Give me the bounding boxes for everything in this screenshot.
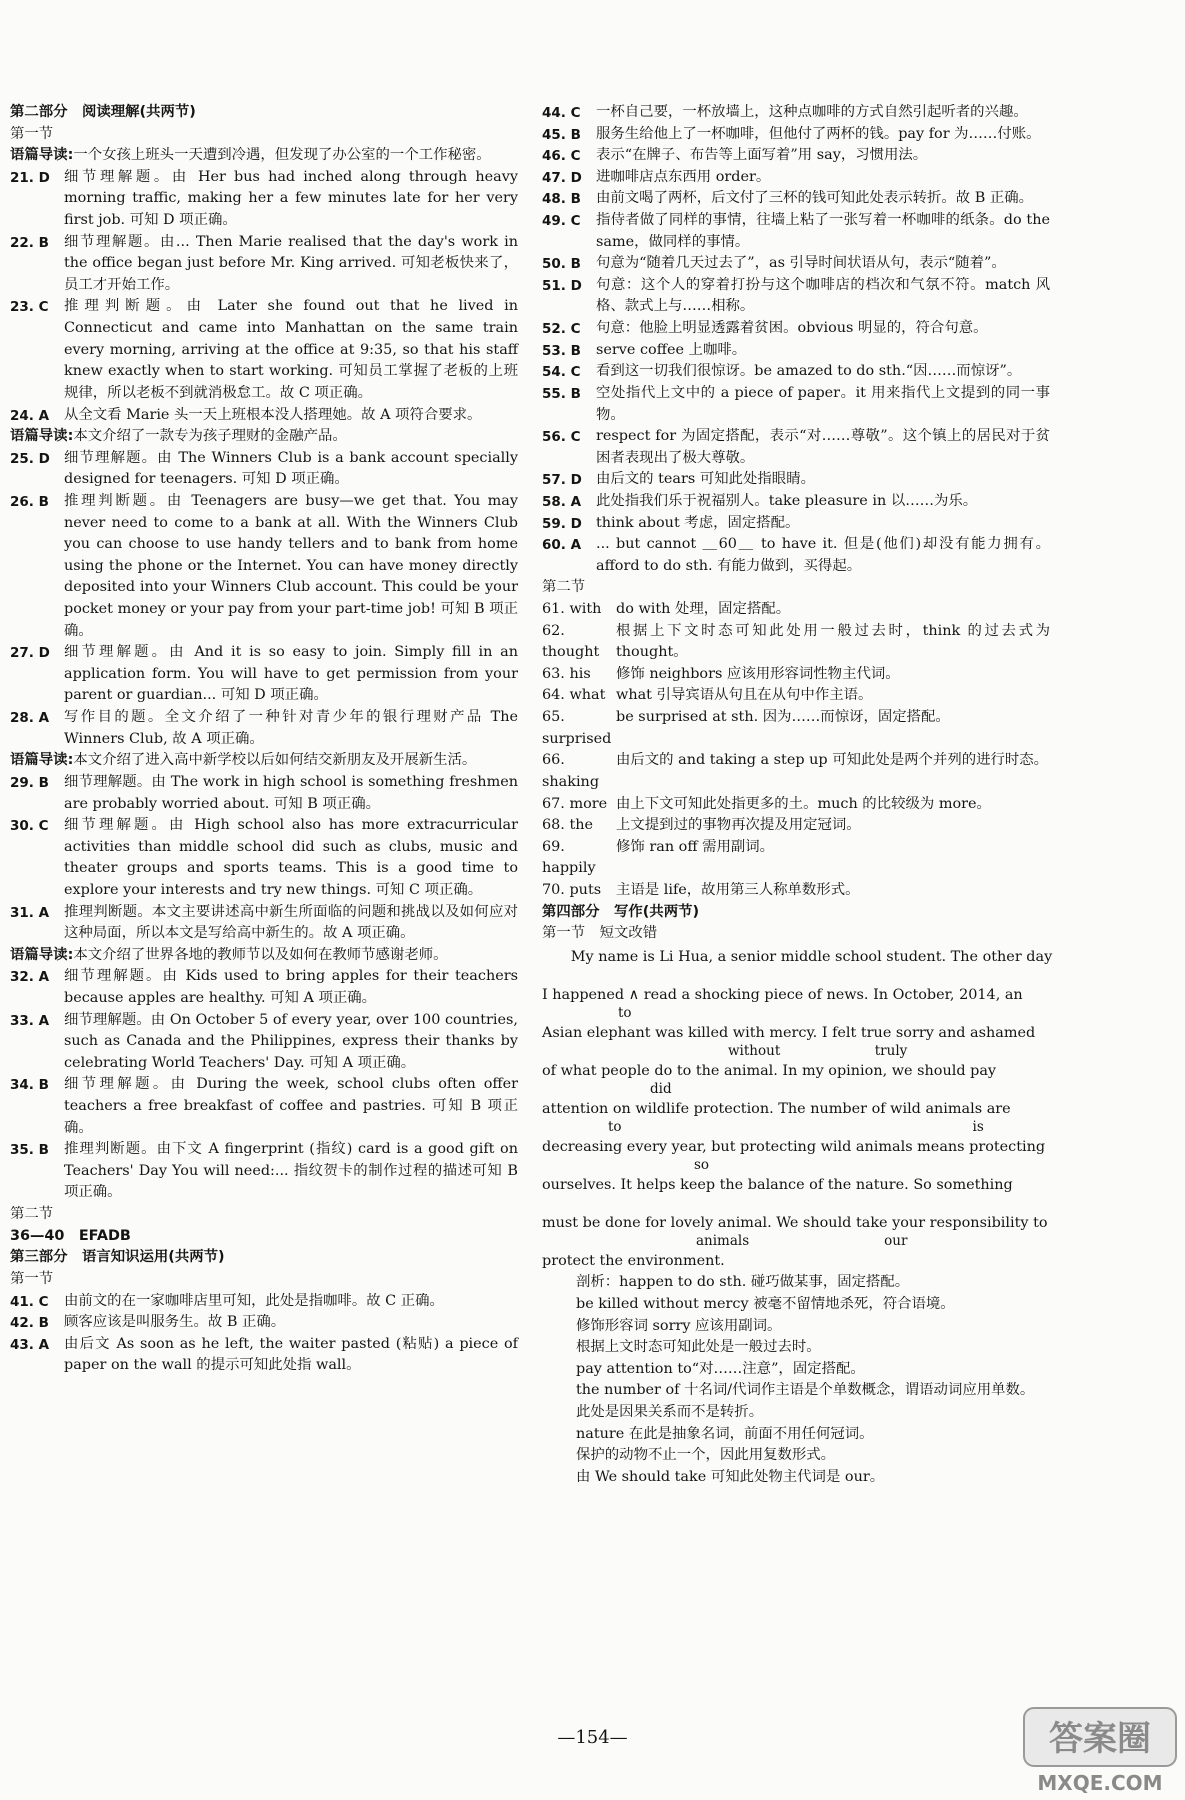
answer-explanation: 推理判断题。本文主要讲述高中新生所面临的问题和挑战以及如何应对这种局面，所以本文是写给高中新生的。故 A 项正确。 <box>64 903 518 942</box>
answer-item <box>542 707 1050 750</box>
answer-explanation: 细节理解题。由 And it is so easy to join. Simply fill in an application form. You will have to get permission from your parent or guardian... 可知 D 项正确。 <box>64 644 518 704</box>
answer-explanation: 看到这一切我们很惊讶。be amazed to do sth.“因……而惊讶”。 <box>596 363 1022 380</box>
answer-explanation: 细节理解题。由 On October 5 of every year, over 100 countries, such as Canada and the Philippines, express their thanks by celebrating World Teachers' Day. 可知 A 项正确。 <box>64 1011 518 1071</box>
essay-correction: without truly <box>728 1042 908 1059</box>
answer-number: 35. B <box>10 1142 49 1159</box>
answer-item <box>542 664 1050 686</box>
subsection-heading: 第一节 <box>10 1270 54 1287</box>
answer-number: 30. C <box>10 818 49 835</box>
answer-explanation: 推理判断题。由下文 A fingerprint (指纹) card is a good gift on Teachers' Day You will need:... 指纹贺卡的制作过程的描述可知 B 项正确。 <box>64 1141 518 1201</box>
answer-item <box>542 361 1050 383</box>
answer-item <box>10 902 518 945</box>
analysis-line: pay attention to“对……注意”，固定搭配。 <box>576 1360 865 1377</box>
answer-item <box>542 750 1050 793</box>
essay-line <box>542 1175 1050 1213</box>
answer-explanation: 此处指我们乐于祝福别人。take pleasure in 以……为乐。 <box>596 492 978 509</box>
essay-line-text: My name is Li Hua, a senior middle school student. The other day <box>542 948 1053 965</box>
answer-number: 28. A <box>10 710 50 727</box>
analysis-line: 根据上文时态可知此处是一般过去时。 <box>576 1339 821 1356</box>
answer-item <box>542 210 1050 253</box>
answer-number: 23. C <box>10 299 49 316</box>
answer-explanation: 句意：他脸上明显透露着贫困。obvious 明显的，符合句意。 <box>596 320 988 337</box>
answer-item <box>542 837 1050 880</box>
answer-number: 34. B <box>10 1077 49 1094</box>
analysis-line: nature 在此是抽象名词，前面不用任何冠词。 <box>576 1425 874 1442</box>
answer-item <box>542 621 1050 664</box>
answer-number: 49. C <box>542 213 581 230</box>
answer-key-row: 36—40 EFADB <box>10 1227 131 1244</box>
answer-item <box>10 405 518 427</box>
answer-item <box>10 1010 518 1075</box>
answer-number: 60. A <box>542 537 582 554</box>
essay-correction: to is <box>608 1118 984 1135</box>
answer-number: 41. C <box>10 1293 49 1310</box>
answer-number: 42. B <box>10 1315 49 1332</box>
answer-number: 63. his <box>542 665 591 682</box>
answer-number: 51. D <box>542 277 582 294</box>
answer-explanation: be surprised at sth. 因为……而惊讶，固定搭配。 <box>616 709 950 726</box>
answer-item <box>10 815 518 901</box>
section-heading: 第四部分 写作(共两节) <box>542 903 700 920</box>
subsection-heading: 第一节 短文改错 <box>542 925 658 942</box>
passage-guide <box>10 426 518 448</box>
answer-item <box>542 383 1050 426</box>
answer-item <box>10 296 518 404</box>
answer-explanation: 顾客应该是叫服务生。故 B 正确。 <box>64 1314 286 1331</box>
page-number: —154— <box>557 1727 628 1748</box>
analysis-line: be killed without mercy 被毫不留情地杀死，符合语境。 <box>576 1295 955 1312</box>
answer-explanation: 写作目的题。全文介绍了一种针对青少年的银行理财产品 The Winners Club, 故 A 项正确。 <box>64 709 518 747</box>
answer-item <box>10 232 518 297</box>
answer-item <box>542 275 1050 318</box>
analysis-line: 此处是因果关系而不是转折。 <box>576 1404 764 1421</box>
answer-number: 67. more <box>542 795 608 812</box>
answer-item <box>10 772 518 815</box>
essay-line-text: must be done for lovely animal. We should take your responsibility to <box>542 1214 1048 1231</box>
answer-number: 58. A <box>542 493 582 510</box>
answer-explanation: 由前文的在一家咖啡店里可知，此处是指咖啡。故 C 正确。 <box>64 1292 444 1309</box>
answer-explanation: 细节理解题。由... Then Marie realised that the day's work in the office began just before Mr. King arrived. 可知老板快来了，员工才开始工作。 <box>64 233 518 293</box>
answer-number: 24. A <box>10 407 50 424</box>
answer-item <box>542 102 1050 124</box>
answer-item <box>542 318 1050 340</box>
answer-explanation: 修饰 ran off 需用副词。 <box>616 838 775 855</box>
answer-number: 50. B <box>542 256 581 273</box>
answer-explanation: 由上下文可知此处指更多的土。much 的比较级为 more。 <box>616 795 991 812</box>
answer-item <box>10 1139 518 1204</box>
watermark-text-1: 答案圈 <box>1049 1719 1151 1759</box>
answer-explanation: 主语是 life，故用第三人称单数形式。 <box>616 881 860 898</box>
answer-number: 62. thought <box>542 622 600 661</box>
answer-item <box>10 1291 518 1313</box>
essay-line-text: ourselves. It helps keep the balance of the nature. So something <box>542 1176 1013 1193</box>
section-heading: 第三部分 语言知识运用(共两节) <box>10 1249 225 1266</box>
answer-explanation: what 引导宾语从句且在从句中作主语。 <box>616 687 873 704</box>
answer-item <box>10 966 518 1009</box>
answer-explanation: respect for 为固定搭配，表示“对……尊敬”。这个镇上的居民对于贫困者表现出了极大尊敬。 <box>596 428 1050 466</box>
answer-explanation: do with 处理，固定搭配。 <box>616 601 791 618</box>
passage-guide-text: 本文介绍了世界各地的教师节以及如何在教师节感谢老师。 <box>73 946 448 963</box>
answer-number: 26. B <box>10 493 49 510</box>
answer-explanation: 进咖啡店点东西用 order。 <box>596 168 771 185</box>
answer-item <box>10 491 518 642</box>
answer-number: 22. B <box>10 234 49 251</box>
answer-item <box>542 513 1050 535</box>
answer-number: 25. D <box>10 450 50 467</box>
answer-item <box>542 167 1050 189</box>
answer-explanation: 一杯自己要，一杯放墙上，这种点咖啡的方式自然引起听者的兴趣。 <box>596 104 1028 120</box>
answer-explanation: serve coffee 上咖啡。 <box>596 341 747 358</box>
answer-number: 65. surprised <box>542 709 612 747</box>
answer-explanation: 从全文看 Marie 头一天上班根本没人搭理她。故 A 项符合要求。 <box>64 406 482 423</box>
answer-explanation: 表示“在牌子、布告等上面写着”用 say，习惯用法。 <box>596 147 928 164</box>
essay-line-text: decreasing every year, but protecting wild animals means protecting <box>542 1138 1046 1155</box>
answer-number: 31. A <box>10 904 50 921</box>
answer-item <box>542 491 1050 513</box>
answer-number: 44. C <box>542 105 581 121</box>
answer-item <box>542 815 1050 837</box>
answer-explanation: 由后文的 and taking a step up 可知此处是两个并列的进行时态。 <box>616 752 1049 769</box>
answer-number: 48. B <box>542 191 581 208</box>
answer-explanation: 细节理解题。由 During the week, school clubs often offer teachers a free breakfast of coffee and pastries. 可知 B 项正确。 <box>64 1076 518 1136</box>
answer-item <box>542 188 1050 210</box>
passage-guide-text: 一个女孩上班头一天遭到冷遇，但发现了办公室的一个工作秘密。 <box>73 147 491 164</box>
answer-number: 33. A <box>10 1012 50 1029</box>
answer-explanation: think about 考虑，固定搭配。 <box>596 514 800 531</box>
answer-item <box>10 1334 518 1377</box>
answer-explanation: 句意为“随着几天过去了”，as 引导时间状语从句，表示“随着”。 <box>596 255 1006 272</box>
essay-line-text: protect the environment. <box>542 1252 725 1269</box>
essay-line-text: attention on wildlife protection. The number of wild animals are <box>542 1100 1011 1117</box>
answer-explanation: 指侍者做了同样的事情，往墙上粘了一张写着一杯咖啡的纸条。do the same，做同样的事情。 <box>596 212 1050 250</box>
answer-item <box>10 1074 518 1139</box>
passage-guide-text: 本文介绍了进入高中新学校以后如何结交新朋友及开展新生活。 <box>73 752 477 769</box>
answer-item <box>542 880 1050 902</box>
essay-line <box>542 1099 1050 1137</box>
answer-item <box>10 448 518 491</box>
answer-item <box>542 340 1050 362</box>
subsection-heading: 第二节 <box>542 579 586 596</box>
answer-number: 64. what <box>542 687 606 704</box>
passage-guide-label: 语篇导读: <box>10 752 74 769</box>
answer-number: 66. shaking <box>542 752 600 790</box>
answer-item <box>542 253 1050 275</box>
answer-item <box>542 469 1050 491</box>
answer-item <box>542 426 1050 469</box>
answer-number: 53. B <box>542 342 581 359</box>
analysis-line: 由 We should take 可知此处物主代词是 our。 <box>576 1468 885 1485</box>
answer-explanation: 细节理解题。由 Kids used to bring apples for their teachers because apples are healthy. 可知 A 项正确。 <box>64 968 518 1006</box>
answer-explanation: 细节理解题。由 High school also has more extracurricular activities than middle school did such as clubs, music and theater groups and sports teams. This is a good time to explore your interests and try new things. 可知 C 项正确。 <box>64 817 518 898</box>
answer-number: 68. the <box>542 817 594 834</box>
passage-guide-text: 本文介绍了一款专为孩子理财的金融产品。 <box>73 428 347 445</box>
passage-guide-label: 语篇导读: <box>10 946 74 963</box>
essay-correction: so <box>694 1156 710 1173</box>
answer-explanation: 根据上下文时态可知此处用一般过去时，think 的过去式为 thought。 <box>616 622 1050 661</box>
answer-number: 47. D <box>542 169 582 186</box>
essay-correction: animals our <box>696 1232 908 1249</box>
answer-item <box>10 642 518 707</box>
answer-number: 59. D <box>542 515 582 532</box>
essay-line <box>542 985 1050 1023</box>
analysis-line: 保护的动物不止一个，因此用复数形式。 <box>576 1447 836 1464</box>
answer-number: 54. C <box>542 364 581 381</box>
answer-number: 56. C <box>542 429 581 446</box>
answer-item <box>10 707 518 750</box>
answer-item <box>542 794 1050 816</box>
passage-guide <box>10 750 518 772</box>
analysis-line: the number of 十名词/代词作主语是个单数概念，谓语动词应用单数。 <box>576 1382 1035 1399</box>
answer-item <box>542 534 1050 577</box>
right-column <box>542 102 1053 1488</box>
passage-guide-label: 语篇导读: <box>10 147 74 164</box>
answer-number: 43. A <box>10 1336 50 1353</box>
answer-number: 29. B <box>10 774 49 791</box>
answer-explanation: 细节理解题。由 The Winners Club is a bank account specially designed for teenagers. 可知 D 项正确。 <box>64 449 518 488</box>
essay-correction: did <box>650 1080 672 1097</box>
essay-line <box>542 1023 1050 1061</box>
subsection-heading: 第二节 <box>10 1206 54 1223</box>
answer-number: 21. D <box>10 169 50 186</box>
answer-item <box>542 685 1050 707</box>
essay-correction: to <box>618 1004 632 1021</box>
error-correction-essay <box>542 947 1053 1273</box>
answer-number: 55. B <box>542 385 581 402</box>
answer-explanation: 推理判断题。由 Teenagers are busy—we get that. You may never need to come to a bank at all. With the Winners Club you can choose to use handy tellers and to bank from home using the phone or the Internet. You can have money directly deposited into your Winners Club account. This could be your pocket money or your pay from your part-time job! 可知 B 项正确。 <box>64 492 518 639</box>
answer-item <box>542 145 1050 167</box>
answer-number: 70. puts <box>542 881 602 898</box>
passage-guide <box>10 145 518 167</box>
essay-line-text: of what people do to the animal. In my opinion, we should pay <box>542 1062 997 1079</box>
answer-item <box>10 1312 518 1334</box>
subsection-heading: 第一节 <box>10 125 54 142</box>
essay-line <box>542 1137 1050 1175</box>
answer-explanation: 服务生给他上了一杯咖啡，但他付了两杯的钱。pay for 为……付账。 <box>596 125 1041 142</box>
answer-number: 45. B <box>542 126 581 143</box>
analysis-line: 修饰形容词 sorry 应该用副词。 <box>576 1317 782 1334</box>
answer-number: 32. A <box>10 969 50 986</box>
essay-line <box>542 1061 1050 1099</box>
answer-explanation: 由后文的 tears 可知此处指眼睛。 <box>596 471 815 488</box>
analysis-line: 剖析：happen to do sth. 碰巧做某事，固定搭配。 <box>576 1274 910 1291</box>
answer-number: 69. happily <box>542 838 596 877</box>
answer-explanation: 空处指代上文中的 a piece of paper。it 用来指代上文提到的同一事物。 <box>596 384 1050 423</box>
watermark-text-2: MXQE.COM <box>1037 1771 1163 1795</box>
passage-guide-label: 语篇导读: <box>10 428 74 445</box>
answer-item <box>10 167 518 232</box>
correction-analysis <box>542 1272 1050 1488</box>
essay-line-text: I happened ∧ read a shocking piece of news. In October, 2014, an <box>542 986 1023 1003</box>
answer-explanation: 上文提到过的事物再次提及用定冠词。 <box>616 817 861 834</box>
answer-explanation: 句意：这个人的穿着打扮与这个咖啡店的档次和气氛不符。match 风格、款式上与……相称。 <box>596 276 1050 315</box>
answer-explanation: 由后文 As soon as he left, the waiter pasted (粘贴) a piece of paper on the wall 的提示可知此处指 wall。 <box>64 1335 518 1374</box>
essay-line <box>542 1213 1050 1251</box>
essay-line <box>542 947 1053 985</box>
section-heading: 第二部分 阅读理解(共两节) <box>10 104 196 120</box>
answer-number: 57. D <box>542 472 582 489</box>
passage-guide <box>10 945 518 967</box>
watermark-logo <box>1020 1702 1180 1798</box>
answer-explanation: 细节理解题。由 Her bus had inched along through heavy morning traffic, making her a few minutes late for her very first job. 可知 D 项正确。 <box>64 168 518 229</box>
essay-line-text: Asian elephant was killed with mercy. I felt true sorry and ashamed <box>542 1024 1036 1041</box>
answer-number: 61. with <box>542 601 602 618</box>
answer-number: 27. D <box>10 645 50 662</box>
answer-explanation: 修饰 neighbors 应该用形容词性物主代词。 <box>616 665 900 682</box>
answer-item <box>542 124 1050 146</box>
answer-explanation: 细节理解题。由 The work in high school is something freshmen are probably worried about. 可知 B 项正确。 <box>64 773 518 812</box>
answer-number: 52. C <box>542 321 581 338</box>
answer-number: 46. C <box>542 148 581 165</box>
answer-explanation: ... but cannot ＿60＿ to have it. 但是(他们)却没有能力拥有。afford to do sth. 有能力做到，买得起。 <box>596 536 1050 574</box>
left-column <box>10 102 518 1377</box>
answer-explanation: 推理判断题。由 Later she found out that he lived in Connecticut and came into Manhattan on the same train every morning, arriving at the office at 9:35, so that his staff knew exactly when to start working. 可知员工掌握了老板的上班规律，所以老板不到就消极怠工。故 C 项正确。 <box>64 298 518 401</box>
answer-explanation: 由前文喝了两杯，后文付了三杯的钱可知此处表示转折。故 B 正确。 <box>596 190 1034 207</box>
answer-item <box>542 599 1050 621</box>
